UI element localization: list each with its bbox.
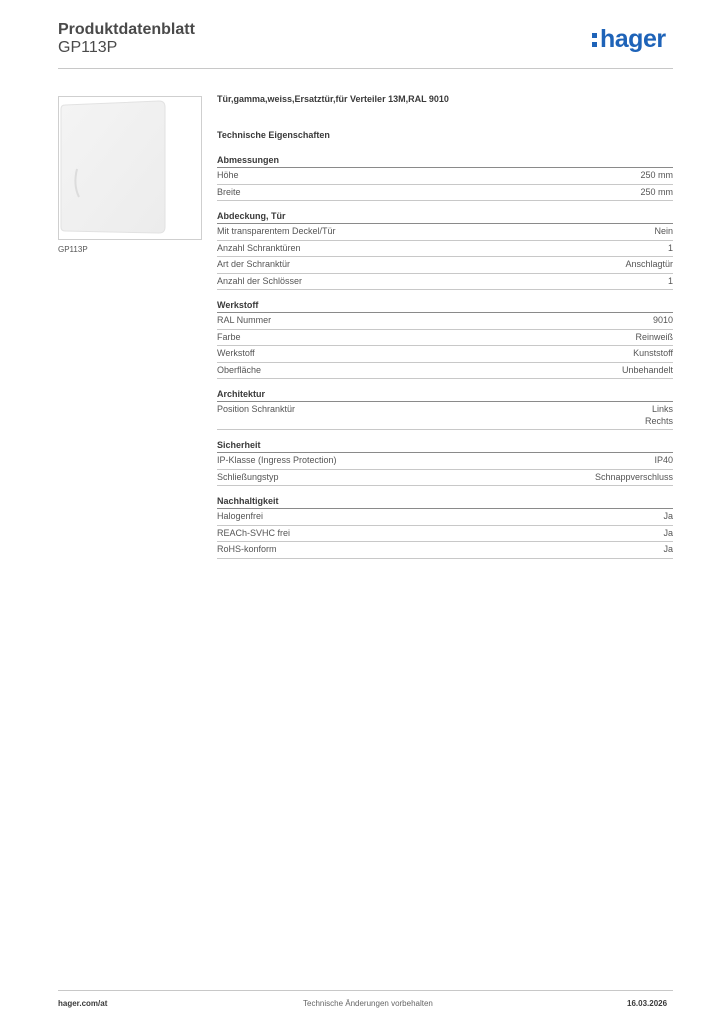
spec-label: IP-Klasse (Ingress Protection): [217, 455, 337, 465]
spec-value-line: Kunststoff: [633, 348, 673, 358]
section-title: Sicherheit: [217, 440, 673, 453]
spec-row: [217, 330, 673, 347]
spec-content: [217, 94, 673, 569]
spec-value-line: Rechts: [644, 415, 673, 426]
spec-value-line: Schnappverschluss: [594, 471, 673, 482]
spec-label: Halogenfrei: [217, 511, 264, 521]
product-image: [58, 96, 202, 240]
footer-notice: Technische Änderungen vorbehalten: [303, 999, 433, 1008]
section-title: Nachhaltigkeit: [217, 496, 673, 509]
spec-label: RoHS-konform: [217, 544, 277, 554]
spec-row: [217, 185, 673, 202]
spec-label: RAL Nummer: [217, 315, 272, 325]
spec-value-line: Ja: [663, 527, 673, 538]
spec-value: [668, 243, 673, 255]
footer-date: 16.03.2026: [627, 999, 668, 1008]
spec-label: Farbe: [217, 331, 241, 342]
spec-value-line: 250 mm: [640, 170, 673, 180]
spec-value-line: IP40: [654, 455, 673, 465]
spec-label: Art der Schranktür: [217, 259, 291, 269]
spec-label: Position Schranktür: [217, 404, 296, 414]
spec-row: [217, 274, 673, 291]
spec-value: [663, 528, 673, 540]
spec-label: Breite: [217, 186, 241, 197]
spec-value: [640, 170, 673, 182]
spec-row: [217, 346, 673, 363]
door-panel-icon: [59, 97, 201, 239]
spec-row: [217, 402, 673, 430]
logo-colon-icon: [592, 33, 597, 51]
footer-website: hager.com/at: [58, 999, 108, 1008]
spec-label: REACh-SVHC frei: [217, 527, 291, 538]
spec-value: [663, 544, 673, 556]
spec-value-line: Ja: [663, 511, 673, 521]
page-title: Produktdatenblatt: [58, 21, 195, 38]
spec-label: Höhe: [217, 170, 239, 180]
spec-value: [654, 226, 673, 238]
product-code: GP113P: [58, 39, 118, 56]
spec-value-line: 1: [667, 242, 673, 253]
spec-row: [217, 313, 673, 330]
spec-value: [635, 332, 673, 344]
spec-row: [217, 224, 673, 241]
spec-value-line: Ja: [663, 544, 673, 554]
spec-value-line: Links: [651, 404, 673, 414]
spec-value-line: Unbehandelt: [621, 364, 673, 375]
spec-value: [595, 472, 673, 484]
spec-value-line: 9010: [652, 315, 673, 325]
spec-value: [640, 187, 673, 199]
spec-section: [217, 211, 673, 290]
header-divider: [58, 68, 673, 69]
spec-value-line: 250 mm: [640, 186, 673, 197]
spec-value: [663, 511, 673, 523]
product-description: Tür,gamma,weiss,Ersatztür,für Verteiler 13M,RAL 9010: [217, 94, 449, 104]
spec-row: [217, 168, 673, 185]
section-title: Abdeckung, Tür: [217, 211, 673, 224]
spec-value: [653, 315, 673, 327]
spec-row: [217, 241, 673, 258]
spec-section: [217, 300, 673, 379]
spec-row: [217, 542, 673, 559]
spec-row: [217, 453, 673, 470]
hager-logo: [592, 27, 676, 57]
spec-label: Anzahl der Schlösser: [217, 275, 303, 286]
spec-section: [217, 389, 673, 430]
logo-text: hager: [600, 25, 666, 53]
spec-row: [217, 509, 673, 526]
spec-section: [217, 440, 673, 486]
spec-value-line: Anschlagtür: [625, 259, 673, 269]
spec-section: [217, 155, 673, 201]
spec-label: Mit transparentem Deckel/Tür: [217, 226, 336, 236]
spec-value: [654, 455, 673, 467]
spec-label: Werkstoff: [217, 348, 255, 358]
spec-value: [645, 404, 673, 427]
spec-value: [622, 365, 673, 377]
spec-value-line: Reinweiß: [635, 331, 673, 342]
spec-sections: [217, 155, 673, 559]
spec-label: Schließungstyp: [217, 471, 279, 482]
spec-row: [217, 526, 673, 543]
spec-row: [217, 470, 673, 487]
section-title: Architektur: [217, 389, 673, 402]
spec-value-line: 1: [667, 275, 673, 286]
spec-value: [633, 348, 673, 360]
section-title: Werkstoff: [217, 300, 673, 313]
footer-divider: [58, 990, 673, 991]
spec-section: [217, 496, 673, 559]
spec-label: Oberfläche: [217, 364, 262, 375]
spec-row: [217, 363, 673, 380]
spec-row: [217, 257, 673, 274]
spec-label: Anzahl Schranktüren: [217, 242, 301, 253]
tech-heading: Technische Eigenschaften: [217, 130, 330, 140]
product-caption: GP113P: [58, 245, 88, 254]
spec-value: [625, 259, 673, 271]
spec-value-line: Nein: [654, 226, 673, 236]
spec-value: [668, 276, 673, 288]
section-title: Abmessungen: [217, 155, 673, 168]
